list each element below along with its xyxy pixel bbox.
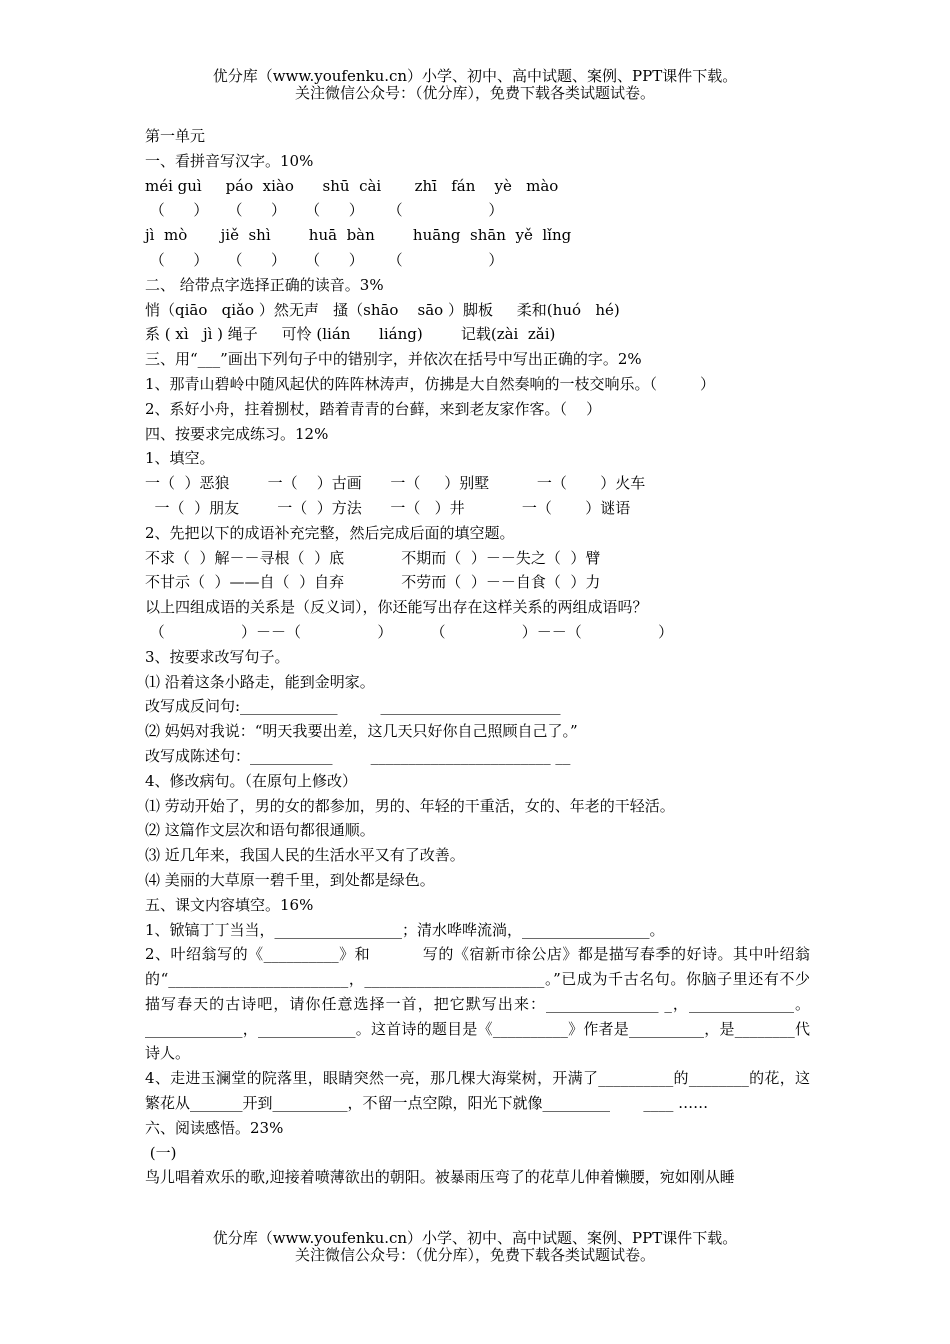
answer-brackets-row-1: （ ） （ ） （ ） （ ）: [145, 201, 504, 220]
typo-sentence-2: 2、系好小舟，拄着捌杖，踏着青青的台藓，来到老友家作客。（ ）: [145, 399, 602, 418]
pronunciation-row-2: 系 ( xì jì ) 绳子 可怜 (lián liáng) 记载(zài zǎi): [145, 325, 556, 344]
correction-sentence-2: ⑵ 这篇作文层次和语句都很通顺。: [145, 821, 375, 840]
typo-sentence-1: 1、那青山碧岭中随风起伏的阵阵林涛声，仿拂是大自然奏响的一枝交响乐。（ ）: [145, 374, 715, 393]
footer-line-2: 关注微信公众号：（优分库），免费下载各类试题试卷。: [294, 1246, 655, 1264]
correction-sentence-3: ⑶ 近几年来，我国人民的生活水平又有了改善。: [145, 846, 465, 865]
unit-title: 第一单元: [145, 127, 206, 145]
idiom-instruction: 2、先把以下的成语补充完整，然后完成后面的填空题。: [145, 523, 515, 542]
pinyin-row-1: méi guì páo xiào shū cài zhī fán yè mào: [145, 176, 559, 195]
rewrite-sentence-2: ⑵ 妈妈对我说：“明天我要出差，这几天只好你自己照顾自己了。”: [145, 722, 578, 741]
measure-word-row-1: 一（ ）恶狼 一（ ）古画 一（ ）别墅 一（ ）火车: [145, 474, 646, 493]
section-4-heading: 四、按要求完成练习。12%: [145, 424, 329, 443]
footer-line-1: 优分库（www.youfenku.cn）小学、初中、高中试题、案例、PPT课件下载。: [212, 1229, 738, 1247]
idiom-answer-brackets: （ ）－－（ ） （ ）－－（ ）: [145, 622, 674, 641]
pronunciation-row-1: 悄（qiāo qiǎo ）然无声 搔（shāo sāo ）脚板 柔和(huó hé): [145, 300, 620, 319]
text-fill-4-paragraph: 4、走进玉澜堂的院落里，眼睛突然一亮，那几棵大海棠树，开满了__________的________的花，这繁花从_______开到__________，不留一点空隙，阳光下就像_________ ____ ……: [145, 1069, 810, 1113]
reading-passage-start: 鸟儿唱着欢乐的歌,迎接着喷薄欲出的朝阳。被暴雨压弯了的花草儿伸着懒腰，宛如刚从睡: [145, 1168, 735, 1187]
idiom-question: 以上四组成语的关系是（反义词），你还能写出存在这样关系的两组成语吗？: [145, 598, 648, 617]
section-6-heading: 六、阅读感悟。23%: [145, 1118, 284, 1137]
rewrite-heading: 3、按要求改写句子。: [145, 647, 290, 666]
page-header: [0, 68, 950, 102]
rewrite-sentence-1: ⑴ 沿着这条小路走，能到金明家。: [145, 672, 375, 691]
header-line-1: 优分库（www.youfenku.cn）小学、初中、高中试题、案例、PPT课件下载。: [212, 67, 738, 85]
idiom-row-1: 不求（ ）解－－寻根（ ）底 不期而（ ）－－失之（ ）臂: [145, 548, 601, 567]
correction-sentence-4: ⑷ 美丽的大草原一碧千里，到处都是绿色。: [145, 870, 435, 889]
fill-in-heading: 1、填空。: [145, 449, 215, 468]
section-5-heading: 五、课文内容填空。16%: [145, 895, 314, 914]
page-footer: [0, 1230, 950, 1264]
rewrite-answer-2: 改写成陈述句：___________ ________________________ __: [145, 746, 571, 765]
answer-brackets-row-2: （ ） （ ） （ ） （ ）: [145, 250, 504, 269]
idiom-row-2: 不甘示（ ）——自（ ）自弃 不劳而（ ）－－自食（ ）力: [145, 573, 601, 592]
reading-part-1-label: (一): [145, 1143, 177, 1162]
pinyin-row-2: jì mò jiě shì huā bàn huāng shān yě lǐng: [145, 226, 572, 245]
document-body: [145, 124, 810, 1190]
section-2-heading: 二、 给带点字选择正确的读音。3%: [145, 275, 384, 294]
section-1-heading: 一、看拼音写汉字。10%: [145, 151, 314, 170]
header-line-2: 关注微信公众号：（优分库），免费下载各类试题试卷。: [294, 84, 655, 102]
measure-word-row-2: 一（ ）朋友 一（ ）方法 一（ ）井 一（ ）谜语: [145, 498, 631, 517]
section-3-heading: 三、用“___”画出下列句子中的错别字，并依次在括号中写出正确的字。2%: [145, 350, 642, 369]
text-fill-1: 1、锨镐丁丁当当，_________________；清水哗哗流淌，_________________。: [145, 920, 665, 939]
correction-sentence-1: ⑴ 劳动开始了，男的女的都参加，男的、年轻的干重活，女的、年老的干轻活。: [145, 796, 675, 815]
correction-heading: 4、修改病句。（在原句上修改）: [145, 771, 358, 790]
rewrite-answer-1: 改写成反问句:_____________ ________________________: [145, 697, 561, 716]
text-fill-2-paragraph: 2、叶绍翁写的《__________》和 写的《宿新市徐公店》都是描写春季的好诗。其中叶绍翁的“________________________，________________________。”已成为千古名句。你脑子里还有不少描写春天的古诗吧，请你任意选择一首，把它默写出来：_______________ _，______________。_____________，_____________。这首诗的题目是《__________》作者是__________，是________代诗人。: [145, 945, 810, 1063]
